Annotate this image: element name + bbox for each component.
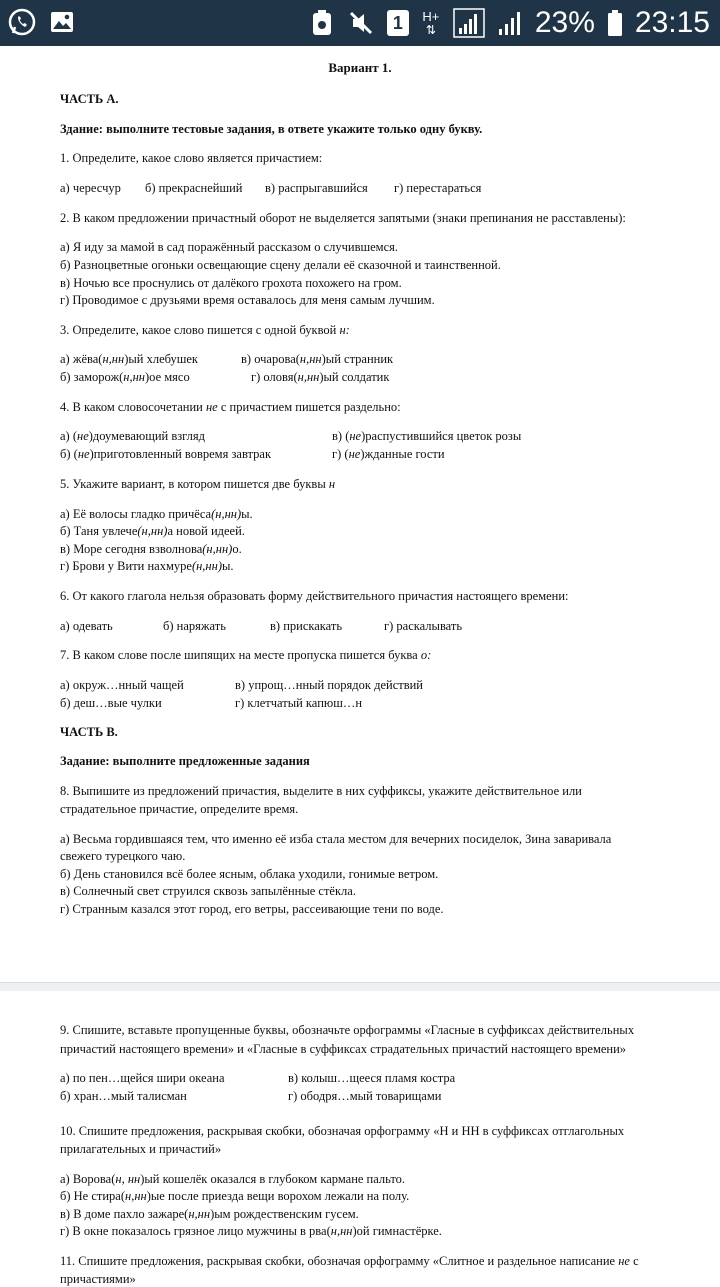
mute-icon: [347, 9, 375, 37]
q4-v-part1: в) (: [332, 429, 350, 443]
battery-percent: 23%: [534, 6, 595, 39]
gallery-icon: [48, 8, 76, 36]
q8-text-line2: страдательное причастие, определите время.: [60, 802, 299, 816]
q10-v-italic: н,нн: [188, 1207, 211, 1221]
sim-icon: [387, 10, 409, 36]
q10-v-part1: в) В доме пахло зажаре(: [60, 1207, 189, 1221]
q10-g-italic: н,нн: [330, 1224, 353, 1238]
q4-text-italic: не: [205, 400, 218, 414]
q1-option-b: б) прекраснейший: [145, 181, 243, 195]
q10-b-part1: б) Не стира(: [60, 1189, 126, 1203]
clock: 23:15: [634, 6, 710, 39]
q3-v-part1: в) очарова(: [241, 352, 300, 366]
q6-option-d: г) раскалывать: [384, 619, 463, 633]
q10-a-part2: )ый кошелёк оказался в глубоком кармане пальто.: [140, 1172, 406, 1186]
q2-option-b: б) Разноцветные огоньки освещающие сцену делали её сказочной и таинственной.: [60, 258, 501, 272]
q10-text-line2: прилагательных и причастий»: [60, 1142, 222, 1156]
q6-text: 6. От какого глагола нельзя образовать форму действительного причастия настоящего времени:: [60, 589, 569, 603]
part-a-heading: ЧАСТЬ А.: [60, 92, 119, 106]
q2-option-a: а) Я иду за мамой в сад поражённый рассказом о случившемся.: [60, 240, 398, 254]
q9-option-a: а) по пен…щейся шири океана: [60, 1071, 225, 1085]
task-b-text: Задание: выполните предложенные задания: [60, 754, 310, 768]
q5-text-italic: н: [328, 477, 336, 491]
q5-b-part1: б) Таня увлече: [60, 524, 138, 538]
q10-option-d: [60, 1223, 442, 1239]
q8-option-a-line2: свежего турецкого чаю.: [60, 849, 186, 863]
signal-icon-2: [497, 9, 523, 37]
battery-icon: [607, 9, 623, 37]
q5-option-c: [60, 541, 242, 557]
q10-option-a: [60, 1171, 405, 1187]
q4-b-part1: б) (: [60, 447, 78, 461]
q5-g-part2: ы.: [222, 559, 234, 573]
sim-label: 1: [392, 13, 403, 33]
q4-v-italic: не: [349, 429, 362, 443]
q4-option-a: [60, 428, 205, 444]
q11-text-post: с: [629, 1254, 639, 1268]
status-bar: [0, 0, 720, 46]
q7-text: [60, 647, 431, 663]
q9-option-d: г) ободря…мый товарищами: [288, 1089, 442, 1103]
q4-v-part2: )распустившийся цветок розы: [361, 429, 522, 443]
q7-text-main: 7. В каком слове после шипящих на месте пропуска пишется буква: [60, 648, 421, 662]
q6-option-a: а) одевать: [60, 619, 113, 633]
q5-g-italic: (н,нн): [191, 559, 222, 573]
q4-g-part1: г) (: [332, 447, 349, 461]
q5-v-part2: о.: [232, 542, 242, 556]
q11-text-italic: не: [618, 1254, 630, 1268]
q5-v-part1: в) Море сегодня взволнова: [60, 542, 203, 556]
q5-v-italic: (н,нн): [202, 542, 233, 556]
network-type-icon: H+ ⇅: [422, 8, 440, 37]
q3-v-part2: )ый странник: [321, 352, 394, 366]
q10-v-part2: )ым рождественским гусем.: [210, 1207, 359, 1221]
q4-a-italic: не: [77, 429, 89, 443]
q5-b-italic: (н,нн): [137, 524, 168, 538]
q8-option-a-line1: а) Весьма гордившаяся тем, что именно её изба стала местом для вечерних посиделок, Зина заваривала: [60, 832, 612, 846]
q4-a-part1: а) (: [60, 429, 77, 443]
q1-option-d: г) перестараться: [394, 181, 482, 195]
storage-icon: [309, 9, 335, 37]
part-b-heading: ЧАСТЬ В.: [60, 725, 118, 739]
q10-text-line1: 10. Спишите предложения, раскрывая скобки, обозначая орфограмму «Н и НН в суффиксах отглагольных: [60, 1124, 625, 1138]
q5-b-part2: а новой идеей.: [167, 524, 245, 538]
q8-text-line1: 8. Выпишите из предложений причастия, выделите в них суффиксы, укажите действительное или: [60, 784, 582, 798]
q11-text-line1: [60, 1253, 639, 1269]
q7-text-italic: о:: [420, 648, 432, 662]
q4-g-part2: )жданные гости: [360, 447, 445, 461]
q11-text-line2: причастиями»: [60, 1272, 136, 1286]
q10-a-italic: н, нн: [115, 1172, 141, 1186]
q3-g-part2: )ый солдатик: [319, 370, 390, 384]
q4-text: [60, 399, 401, 415]
variant-title: Вариант 1.: [328, 60, 392, 75]
q10-g-part2: )ой гимнастёрке.: [352, 1224, 442, 1238]
q6-option-b: б) наряжать: [163, 619, 226, 633]
q3-text-italic: н:: [339, 323, 350, 337]
q2-option-c: в) Ночью все проснулись от далёкого грохота похожего на гром.: [60, 276, 402, 290]
q5-g-part1: г) Брови у Вити нахмуре: [60, 559, 192, 573]
q7-option-d: г) клетчатый капюш…н: [235, 696, 363, 710]
q1-option-a: а) чересчур: [60, 181, 121, 195]
q9-text-line2: причастий настоящего времени» и «Гласные в суффиксах страдательных причастий настоящего времени»: [60, 1042, 627, 1056]
q10-g-part1: г) В окне показалось грязное лицо мужчины в рва(: [60, 1224, 331, 1238]
network-type-label: H+: [422, 8, 440, 24]
q4-option-c: [332, 428, 521, 444]
q3-v-italic: н,нн: [299, 352, 322, 366]
q3-option-c: [241, 351, 393, 367]
q5-text: [60, 476, 335, 492]
q8-option-c: в) Солнечный свет струился сквозь запылённые стёкла.: [60, 884, 356, 898]
q3-b-part2: )ое мясо: [145, 370, 190, 384]
q5-text-main: 5. Укажите вариант, в котором пишется две буквы: [60, 477, 329, 491]
q3-a-part2: )ый хлебушек: [124, 352, 198, 366]
q10-b-italic: н,нн: [125, 1189, 147, 1203]
q3-a-part1: а) жёва(: [60, 352, 103, 366]
q10-option-b: [60, 1188, 409, 1204]
q2-text: 2. В каком предложении причастный оборот не выделяется запятыми (знаки препинания не расставлены):: [60, 211, 626, 225]
q7-option-a: а) окруж…нный чащей: [60, 678, 184, 692]
q7-option-c: в) упрощ…нный порядок действий: [235, 678, 423, 692]
q4-option-d: [332, 446, 445, 462]
q9-option-b: б) хран…мый талисман: [60, 1089, 187, 1103]
q3-option-a: [60, 351, 198, 367]
document-page-1[interactable]: [0, 46, 720, 986]
q10-option-c: [60, 1206, 359, 1222]
q10-b-part2: )ые после приезда вещи ворохом лежали на полу.: [146, 1189, 410, 1203]
q1-option-c: в) распрыгавшийся: [265, 181, 368, 195]
signal-icon: [453, 8, 485, 38]
q3-g-italic: н,нн: [297, 370, 320, 384]
q3-option-b: [60, 369, 190, 385]
q7-option-b: б) деш…вые чулки: [60, 696, 162, 710]
q8-option-b: б) День становился всё более ясным, облака уходили, гонимые ветром.: [60, 867, 439, 881]
q5-option-a: [60, 506, 253, 522]
q4-b-italic: не: [77, 447, 90, 461]
q6-option-c: в) прискакать: [270, 619, 343, 633]
q3-option-d: [251, 369, 389, 385]
q2-option-d: г) Проводимое с друзьями время оставалось для меня самым лучшим.: [60, 293, 435, 307]
q5-a-part2: ы.: [241, 507, 253, 521]
q3-a-italic: н,нн: [102, 352, 125, 366]
q8-option-d: г) Странным казался этот город, его ветры, рассеивающие тени по воде.: [60, 902, 444, 916]
q9-text-line1: 9. Спишите, вставьте пропущенные буквы, обозначьте орфограммы «Гласные в суффиксах действительных: [60, 1023, 635, 1037]
q4-text-pre: 4. В каком словосочетании: [60, 400, 206, 414]
q3-b-part1: б) заморож(: [60, 370, 124, 384]
q1-text: 1. Определите, какое слово является причастием:: [60, 151, 323, 165]
q5-a-italic: (н,нн): [211, 507, 242, 521]
q4-option-b: [60, 446, 271, 462]
q10-a-part1: а) Ворова(: [60, 1172, 116, 1186]
document-page-2[interactable]: [0, 991, 720, 1286]
q5-a-part1: а) Её волосы гладко причёса: [60, 507, 212, 521]
q3-text: [60, 322, 350, 338]
q4-text-post: с причастием пишется раздельно:: [217, 400, 401, 414]
q4-b-part2: )приготовленный вовремя завтрак: [89, 447, 272, 461]
q4-g-italic: не: [348, 447, 361, 461]
q3-b-italic: н,нн: [123, 370, 146, 384]
q3-g-part1: г) оловя(: [251, 370, 298, 384]
q9-option-c: в) колыш…щееся пламя костра: [288, 1071, 456, 1085]
q5-option-d: [60, 558, 234, 574]
q11-text-pre: 11. Спишите предложения, раскрывая скобки, обозначая орфограмму «Слитное и раздельное написание: [60, 1254, 619, 1268]
q3-text-main: 3. Определите, какое слово пишется с одной буквой: [60, 323, 340, 337]
q5-option-b: [60, 523, 245, 539]
task-a-text: Здание: выполните тестовые задания, в ответе укажите только одну букву.: [60, 122, 483, 136]
whatsapp-icon: [8, 8, 36, 36]
q4-a-part2: )доумевающий взгляд: [88, 429, 206, 443]
